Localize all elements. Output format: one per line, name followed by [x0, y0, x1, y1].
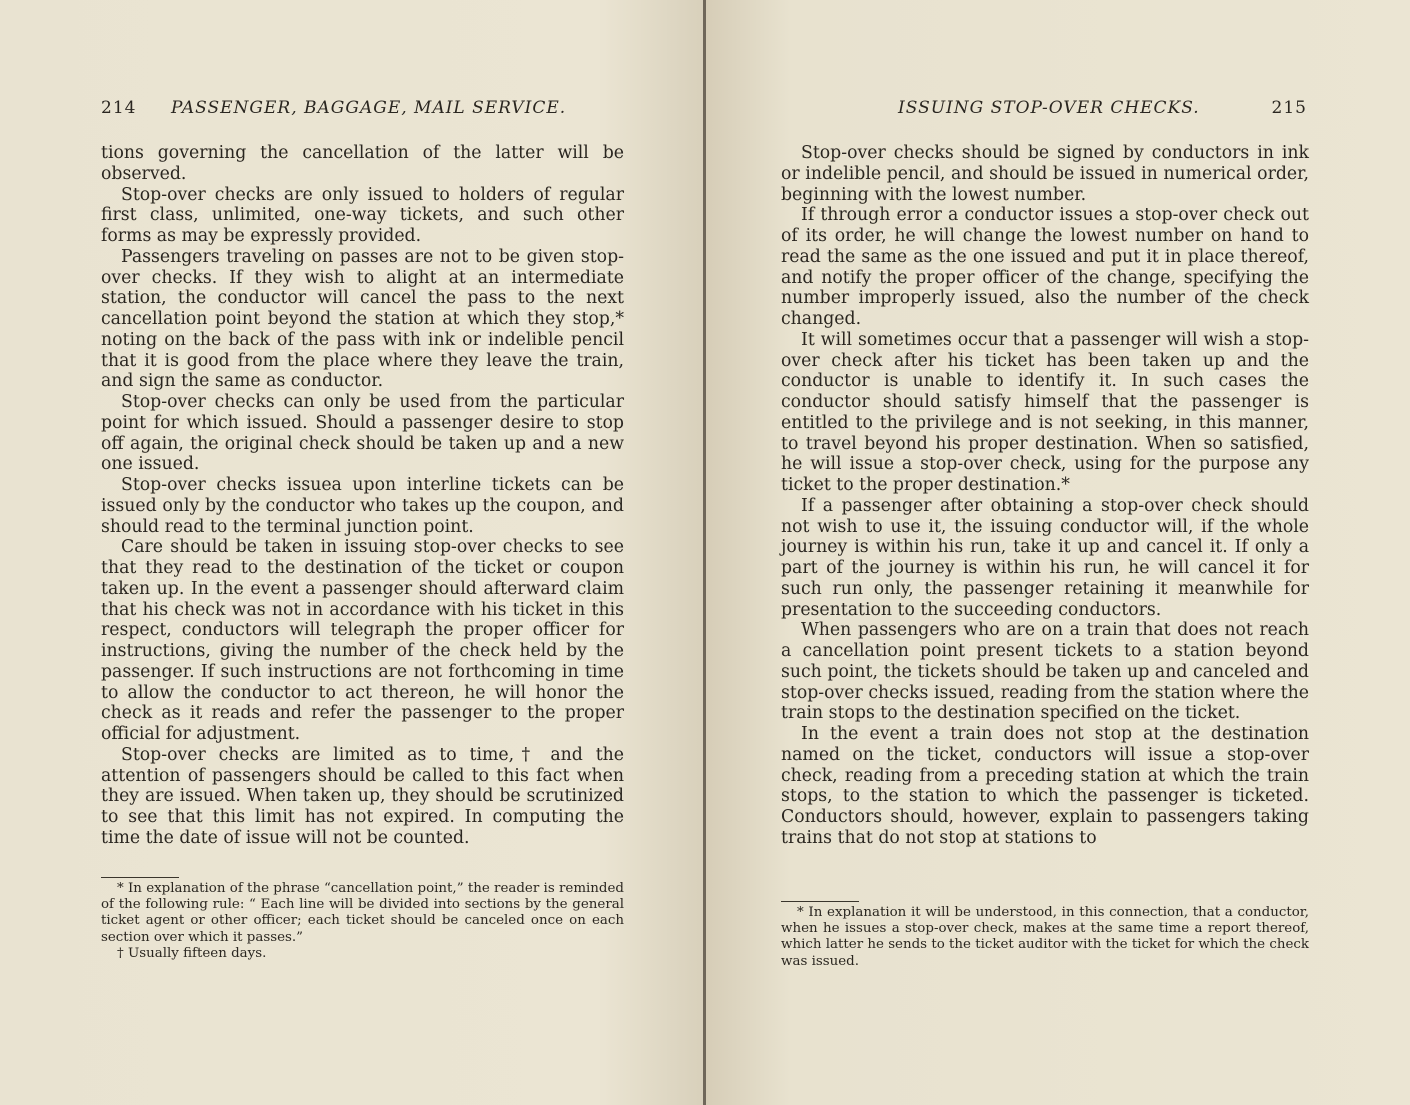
- paragraph: It will sometimes occur that a passenger will wish a stop-over check after his ticket has been taken up and the conductor is unable to identify it. In such cases the conductor should satisfy himself that the passenger is entitled to the privilege and is not seeking, in this manner, to travel beyond his proper destination. When so satisfied, he will issue a stop-over check, using for the purpose any ticket to the proper destination.*: [781, 329, 1309, 495]
- left-page-header: [101, 98, 624, 124]
- paragraph: Passengers traveling on passes are not to be given stop-over checks. If they wish to alight at an intermediate station, the conductor will cancel the pass to the next cancellation point beyond the station at which they stop,* noting on the back of the pass with ink or indelible pencil that it is good from the place where they leave the train, and sign the same as conductor.: [101, 246, 624, 392]
- paragraph: Care should be taken in issuing stop-over checks to see that they read to the destination of the ticket or coupon taken up. In the event a passenger should afterward claim that his check was not in accordance with his ticket in this respect, conductors will telegraph the proper officer for instructions, giving the number of the check held by the passenger. If such instructions are not forthcoming in time to allow the conductor to act thereon, he will honor the check as it reads and refer the passenger to the proper official for adjustment.: [101, 537, 624, 744]
- footnote: † Usually fifteen days.: [117, 945, 267, 961]
- paragraph: If a passenger after obtaining a stop-over check should not wish to use it, the issuing conductor will, if the whole journey is within his run, take it up and cancel it. If only a part of the journey is within his run, he will cancel it for such run only, the passenger retaining it meanwhile for presentation to the succeeding conductors.: [781, 495, 1309, 620]
- paragraph: Stop-over checks can only be used from the particular point for which issued. Should a passenger desire to stop off again, the original check should be taken up and a new one issued.: [101, 392, 624, 475]
- paragraph: Stop-over checks issuea upon interline tickets can be issued only by the conductor who takes up the coupon, and should read to the terminal junction point.: [101, 475, 624, 537]
- right-running-head: ISSUING STOP-OVER CHECKS.: [898, 98, 1200, 118]
- paragraph: Stop-over checks are limited as to time,† and the attention of passengers should be called to this fact when they are issued. When taken up, they should be scrutinized to see that this limit has not expired. In computing the time the date of issue will not be counted.: [101, 744, 624, 848]
- right-page-header: [803, 98, 1307, 124]
- right-page-body: [781, 143, 1309, 849]
- left-footnotes: [101, 881, 624, 962]
- paragraph: When passengers who are on a train that does not reach a cancellation point present tickets to a station beyond such point, the tickets should be taken up and canceled and stop-over checks issued, reading from the station where the train stops to the destination specified on the ticket.: [781, 620, 1309, 724]
- left-page: [0, 0, 704, 1105]
- footnote: * In explanation of the phrase “cancellation point,” the reader is reminded of the following rule: “ Each line will be divided into sections by the general ticket agent or other officer; each ticket should be canceled once on each section over which it passes.”: [101, 881, 624, 945]
- right-page: [706, 0, 1410, 1105]
- paragraph: Stop-over checks are only issued to holders of regular first class, unlimited, one-way tickets, and such other forms as may be expressly provided.: [101, 184, 624, 246]
- left-page-number: 214: [101, 98, 137, 118]
- right-footnotes: [781, 905, 1309, 970]
- paragraph: Stop-over checks should be signed by conductors in ink or indelible pencil, and should be issued in numerical order, beginning with the lowest number.: [781, 143, 1309, 205]
- footnote-rule: [101, 877, 179, 878]
- left-page-body: [101, 143, 624, 849]
- footnote: * In explanation it will be understood, in this connection, that a conductor, when he issues a stop-over check, makes at the same time a report thereof, which latter he sends to the ticket auditor with the ticket for which the check was issued.: [781, 905, 1309, 969]
- left-running-head: PASSENGER, BAGGAGE, MAIL SERVICE.: [171, 98, 567, 118]
- paragraph: If through error a conductor issues a stop-over check out of its order, he will change the lowest number on hand to read the same as the one issued and put it in place thereof, and notify the proper officer of the change, specifying the number improperly issued, also the number of the check changed.: [781, 205, 1309, 329]
- right-page-number: 215: [1271, 98, 1307, 118]
- paragraph: tions governing the cancellation of the latter will be observed.: [101, 143, 624, 184]
- paragraph: In the event a train does not stop at the destination named on the ticket, conductors will issue a stop-over check, reading from a preceding station at which the train stops, to the station to which the passenger is ticketed. Conductors should, however, explain to passengers taking trains that do not stop at stations to: [781, 724, 1309, 848]
- footnote-rule: [781, 901, 859, 902]
